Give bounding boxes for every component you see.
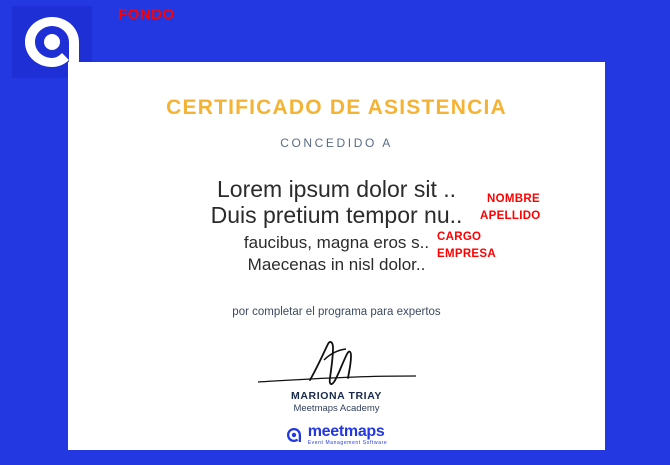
recipient-name-line-1: Lorem ipsum dolor sit .. <box>216 176 457 202</box>
brand-tagline: Event Management Software <box>307 440 388 446</box>
signature-area <box>68 340 605 446</box>
recipient-name-line-2: Duis pretium tempor nu.. <box>210 202 463 228</box>
certificate-sheet <box>68 62 605 450</box>
annotation-apellido: APELLIDO <box>480 210 541 222</box>
recipient-company-line: Maecenas in nisl dolor.. <box>247 255 426 274</box>
annotation-cargo: CARGO <box>437 231 482 243</box>
brand-lockup <box>68 424 605 446</box>
signer-name: MARIONA TRIAY <box>290 390 383 402</box>
annotation-nombre: NOMBRE <box>487 193 540 205</box>
certificate-title: CERTIFICADO DE ASISTENCIA <box>166 96 507 119</box>
certificate-reason: por completar el programa para expertos <box>232 306 441 318</box>
recipient-role-line: faucibus, magna eros s.. <box>243 233 430 252</box>
signer-organization: Meetmaps Academy <box>293 403 380 414</box>
annotation-fondo: FONDO <box>118 6 175 23</box>
signature-icon <box>252 340 422 388</box>
annotation-empresa: EMPRESA <box>437 248 496 260</box>
recipient-block <box>68 176 605 276</box>
certificate-subtitle: CONCEDIDO A <box>280 136 393 150</box>
brand-text <box>308 424 387 446</box>
meetmaps-mark-icon <box>286 427 302 443</box>
brand-name: meetmaps <box>307 423 385 440</box>
